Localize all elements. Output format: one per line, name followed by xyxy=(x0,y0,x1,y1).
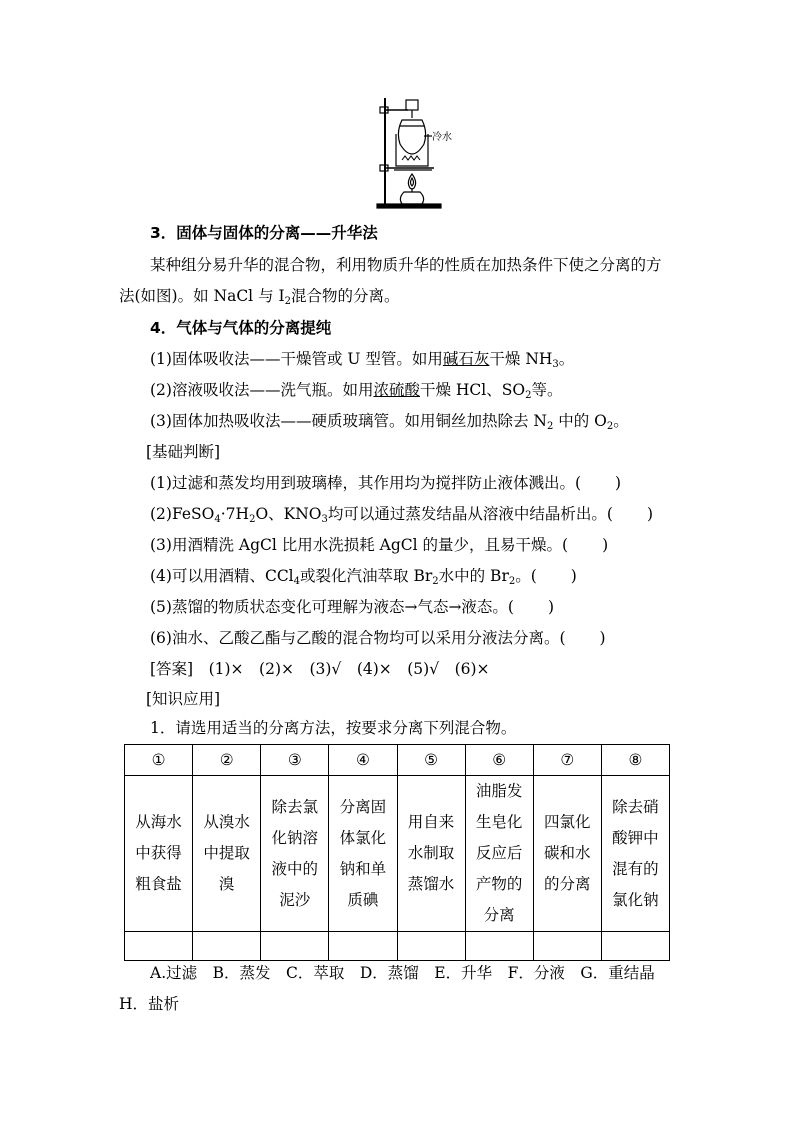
section-3-title: 3．固体与固体的分离——升华法 xyxy=(150,224,378,242)
table-header-cell: ⑤ xyxy=(397,745,465,776)
table-header-cell: ② xyxy=(193,745,261,776)
table-cell-mixture-3: 除去氯 化钠溶 液中的 泥沙 xyxy=(261,776,329,932)
answer-cell[interactable] xyxy=(601,932,669,961)
cold-water-label: 冷水 xyxy=(432,132,452,143)
table-header-cell: ④ xyxy=(329,745,397,776)
table-description-row xyxy=(125,776,670,932)
answer-cell[interactable] xyxy=(125,932,193,961)
answer-cell[interactable] xyxy=(533,932,601,961)
section-4-title: 4．气体与气体的分离提纯 xyxy=(150,319,332,337)
judgement-question-1: (1)过滤和蒸发均用到玻璃棒，其作用均为搅拌防止液体溅出。( ) xyxy=(150,474,622,492)
table-header-row xyxy=(125,745,670,776)
answer-cell[interactable] xyxy=(193,932,261,961)
answer-cell[interactable] xyxy=(261,932,329,961)
answer-cell[interactable] xyxy=(397,932,465,961)
separation-methods-table xyxy=(124,744,670,961)
section-3-paragraph-line2: 法(如图)。如 NaCl 与 $I_2$混合物的分离。 xyxy=(119,287,400,307)
table-cell-mixture-8: 除去硝 酸钾中 混有的 氯化钠 xyxy=(601,776,669,932)
judgement-question-6: (6)油水、乙酸乙酯与乙酸的混合物均可以采用分液法分离。( ) xyxy=(150,629,606,647)
table-answer-row xyxy=(125,932,670,961)
table-cell-mixture-7: 四氯化 碳和水 的分离 xyxy=(533,776,601,932)
table-header-cell: ⑦ xyxy=(533,745,601,776)
method-options-line1: A.过滤 B．蒸发 C．萃取 D．蒸馏 E．升华 F．分液 G．重结晶 xyxy=(150,964,655,982)
judgement-question-5: (5)蒸馏的物质状态变化可理解为液态→气态→液态。( ) xyxy=(150,598,555,616)
judgement-question-4: (4)可以用酒精、CCl$_4$或裂化汽油萃取 $Br_2$水中的 $Br_2$。( ) xyxy=(150,567,577,587)
method-options-line2: H．盐析 xyxy=(119,995,180,1013)
table-cell-mixture-1: 从海水 中获得 粗食盐 xyxy=(125,776,193,932)
table-cell-mixture-4: 分离固 体氯化 钠和单 质碘 xyxy=(329,776,397,932)
table-header-cell: ① xyxy=(125,745,193,776)
application-question-1: 1．请选用适当的分离方法，按要求分离下列混合物。 xyxy=(150,719,517,737)
table-header-cell: ③ xyxy=(261,745,329,776)
judgement-question-3: (3)用酒精洗 AgCl 比用水洗损耗 AgCl 的量少，且易干燥。( ) xyxy=(150,536,609,554)
judgement-answers: [答案] (1)× (2)× (3)√ (4)× (5)√ (6)× xyxy=(150,660,490,678)
table-cell-mixture-5: 用自来 水制取 蒸馏水 xyxy=(397,776,465,932)
section-3-paragraph-line1: 某种组分易升华的混合物，利用物质升华的性质在加热条件下使之分离的方 xyxy=(150,256,662,274)
table-cell-mixture-6: 油脂发 生皂化 反应后 产物的 分离 xyxy=(465,776,533,932)
judgement-question-2: $(2)FeSO_4\cdot 7H_2O$、$KNO_3$均可以通过蒸发结晶从溶液中结晶析出。( ) xyxy=(150,505,653,525)
knowledge-application-heading: [知识应用] xyxy=(146,690,221,708)
section-4-item-3: (3)固体加热吸收法——硬质玻璃管。如用铜丝加热除去 $N_2$ 中的 $O_2$。 xyxy=(150,412,629,432)
table-header-cell: ⑧ xyxy=(601,745,669,776)
section-4-item-2: (2)溶液吸收法——洗气瓶。如用浓硫酸干燥 HCl、$SO_2$等。 xyxy=(150,381,563,401)
answer-cell[interactable] xyxy=(329,932,397,961)
section-4-item-1: (1)固体吸收法——干燥管或 U 型管。如用碱石灰干燥 $NH_3$。 xyxy=(150,350,575,370)
table-header-cell: ⑥ xyxy=(465,745,533,776)
table-cell-mixture-2: 从溴水 中提取 溴 xyxy=(193,776,261,932)
basic-judgement-heading: [基础判断] xyxy=(146,443,221,461)
answer-cell[interactable] xyxy=(465,932,533,961)
sublimation-apparatus-diagram xyxy=(372,96,462,212)
